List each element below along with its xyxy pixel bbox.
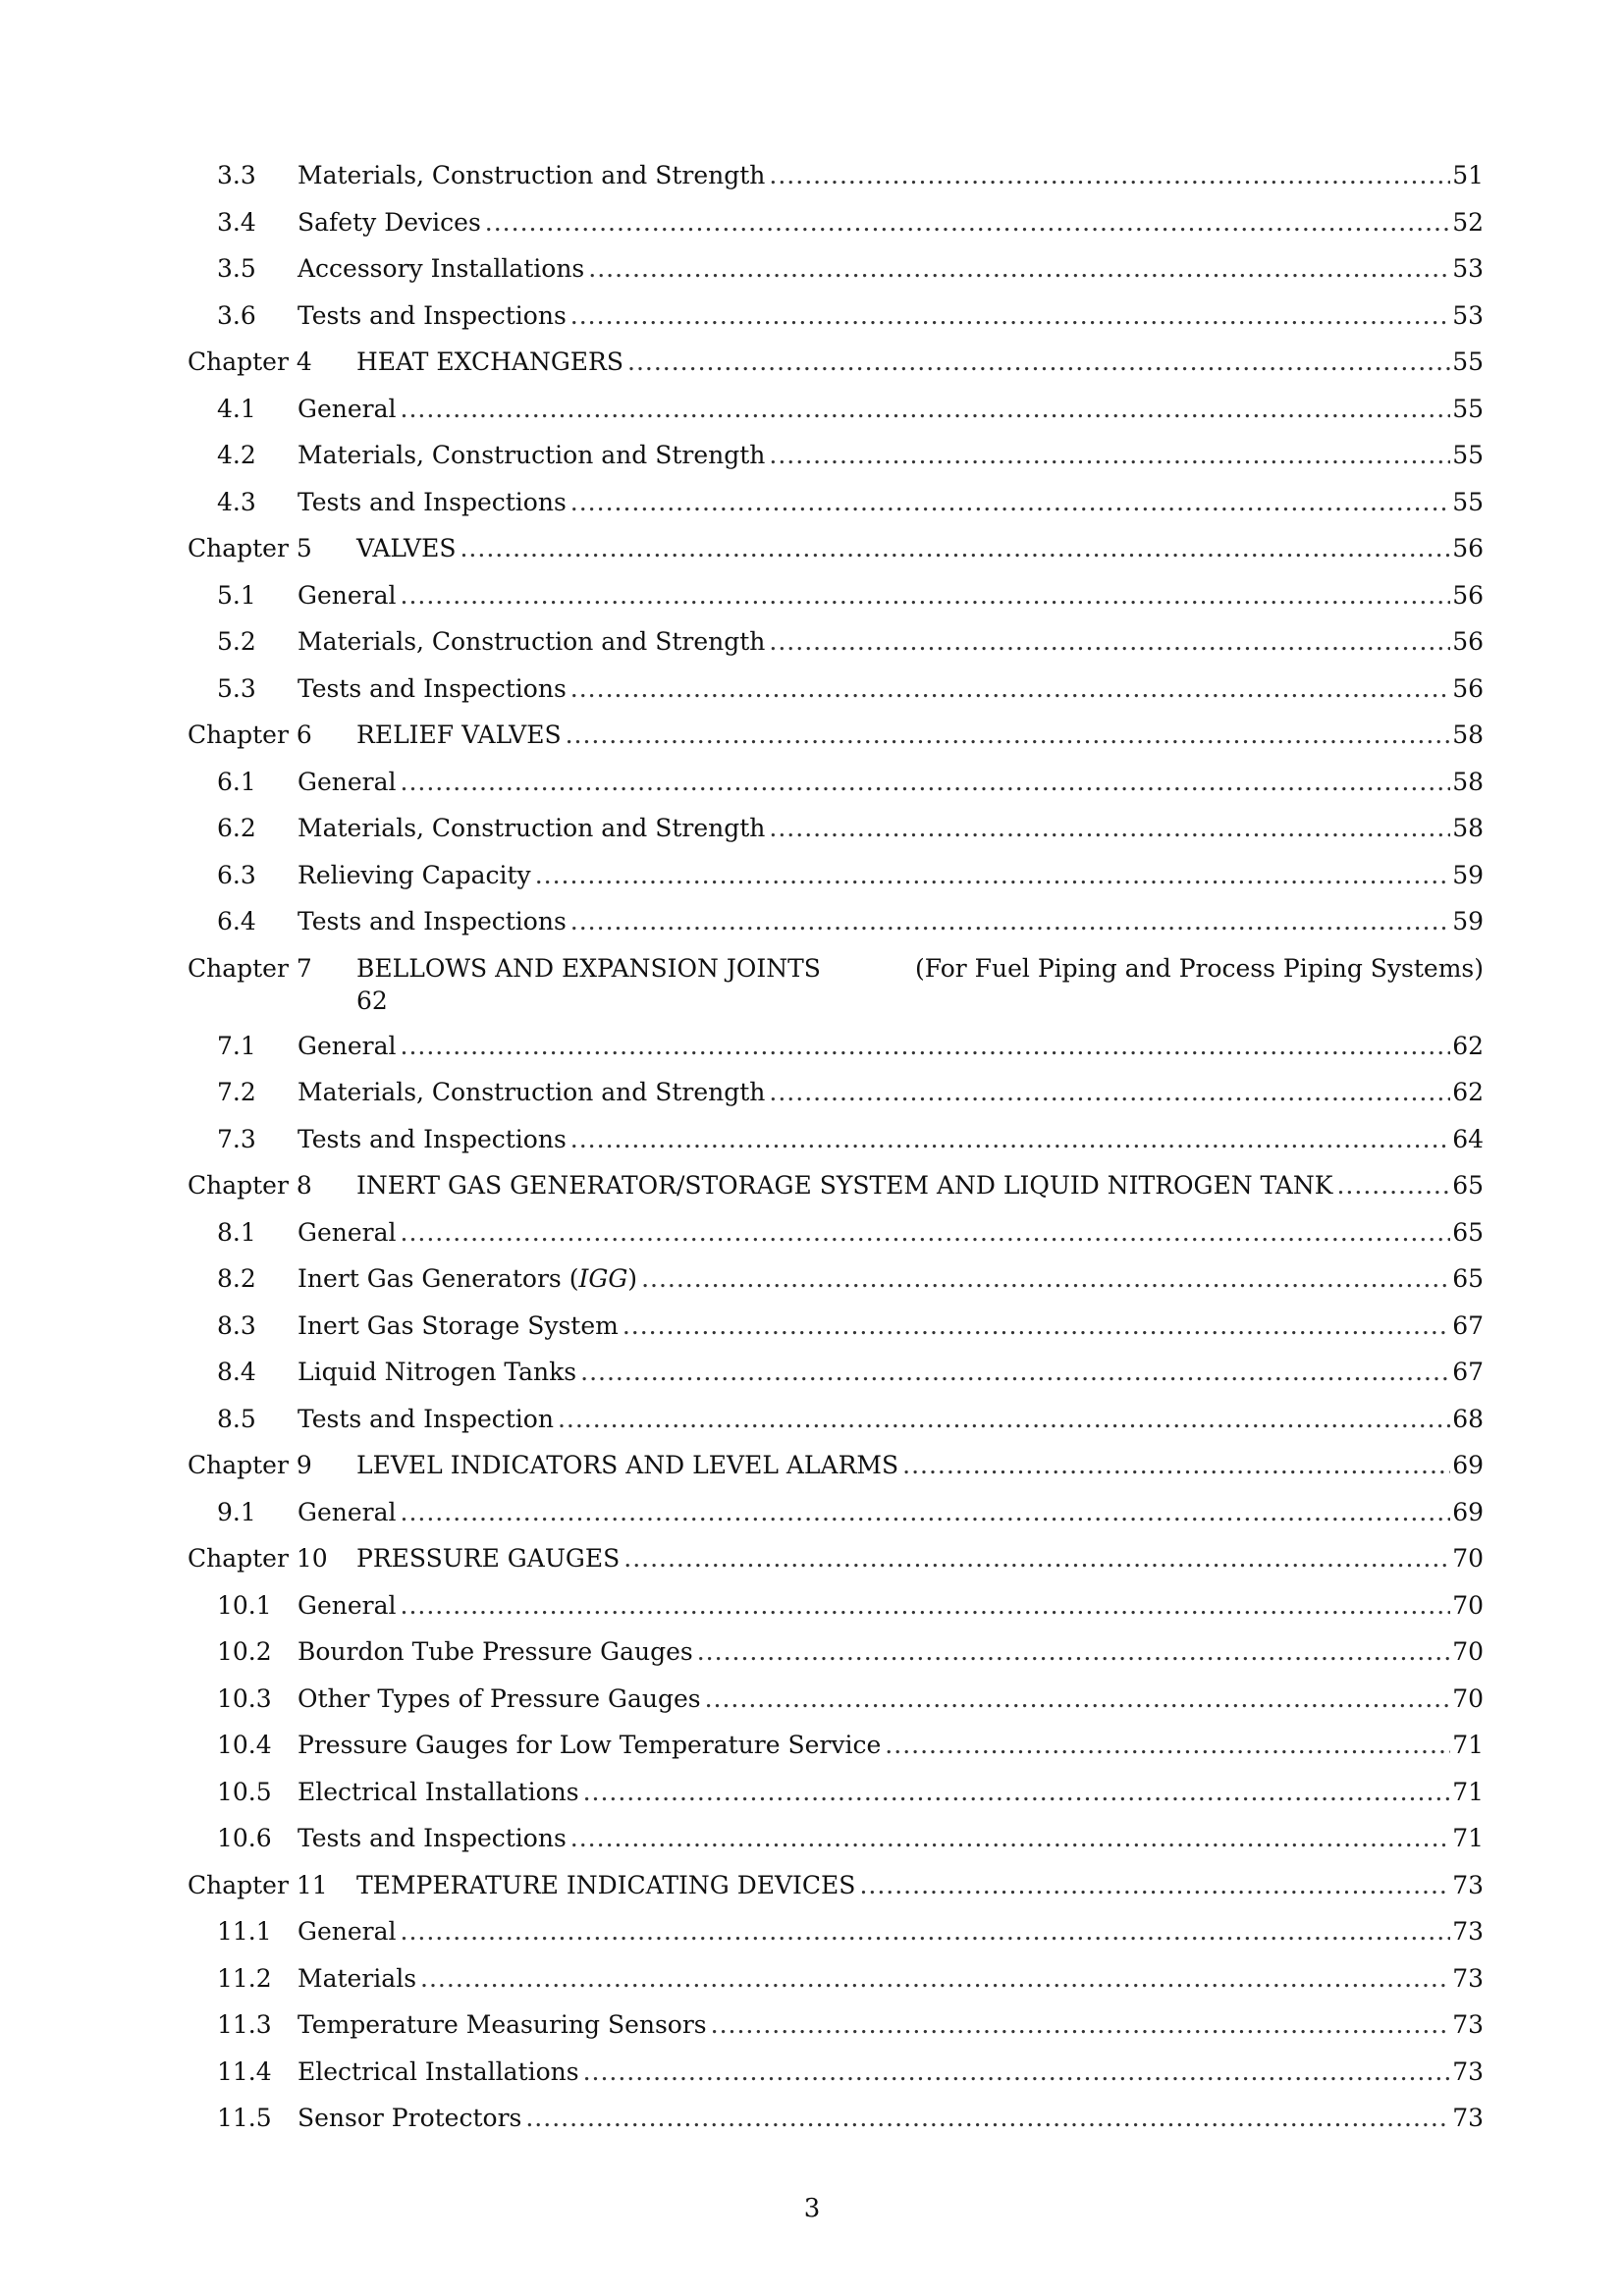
- toc-section-entry[interactable]: [188, 152, 1484, 199]
- page-ref: 70: [1452, 1590, 1484, 1620]
- entry-line: [298, 1303, 1484, 1350]
- toc-section-entry[interactable]: [188, 805, 1484, 852]
- toc-section-entry[interactable]: [188, 1629, 1484, 1676]
- section-number: 10.6: [217, 1824, 272, 1852]
- section-number: 4.1: [217, 394, 256, 423]
- page-ref: 67: [1452, 1358, 1484, 1386]
- page-ref: 56: [1452, 534, 1484, 562]
- toc-section-entry[interactable]: [188, 293, 1484, 340]
- entry-title: Electrical Installations: [298, 2056, 579, 2086]
- page-ref: 71: [1452, 1777, 1484, 1806]
- entry-line: [298, 479, 1484, 526]
- page-ref: 59: [1452, 860, 1484, 889]
- dot-leader: [401, 1023, 1451, 1070]
- dot-leader: [570, 1815, 1450, 1862]
- toc-section-entry[interactable]: [188, 1116, 1484, 1163]
- entry-title: Accessory Installations: [298, 254, 585, 283]
- entry-line: [298, 245, 1484, 293]
- section-number: 3.6: [217, 300, 256, 330]
- section-number: 3.5: [217, 254, 256, 283]
- dot-leader: [485, 199, 1450, 246]
- section-number: 8.2: [217, 1264, 256, 1293]
- toc-chapter-entry[interactable]: [188, 1442, 1484, 1489]
- entry-title: BELLOWS AND EXPANSION JOINTS: [356, 953, 821, 983]
- entry-title: Tests and Inspections: [298, 487, 567, 516]
- entry-title: General: [298, 1590, 397, 1620]
- page-ref: 55: [1452, 487, 1484, 516]
- entry-title: INERT GAS GENERATOR/STORAGE SYSTEM AND LIQUID NITROGEN TANK: [356, 1171, 1333, 1200]
- section-number: 11.2: [217, 1963, 272, 1993]
- entry-line: [298, 1023, 1484, 1070]
- toc-chapter-entry[interactable]: [188, 945, 1484, 1023]
- toc-section-entry[interactable]: [188, 1023, 1484, 1070]
- entry-title: Materials: [298, 1963, 417, 1993]
- section-number: 4.3: [217, 487, 256, 516]
- entry-title: Safety Devices: [298, 207, 481, 237]
- section-number: 8.4: [217, 1358, 256, 1386]
- dot-leader: [583, 2049, 1451, 2096]
- toc-section-entry[interactable]: [188, 898, 1484, 945]
- entry-title: Bourdon Tube Pressure Gauges: [298, 1637, 693, 1666]
- dot-leader: [401, 1582, 1451, 1629]
- entry-line: [356, 1862, 1484, 1909]
- toc-section-entry[interactable]: [188, 1722, 1484, 1769]
- toc-section-entry[interactable]: [188, 1908, 1484, 1955]
- chapter-number: Chapter 7: [188, 953, 312, 983]
- toc-section-entry[interactable]: [188, 618, 1484, 666]
- entry-title: Tests and Inspections: [298, 1824, 567, 1852]
- toc-chapter-entry[interactable]: [188, 525, 1484, 572]
- page-ref: 69: [1452, 1451, 1484, 1479]
- entry-title: PRESSURE GAUGES: [356, 1544, 621, 1573]
- toc-section-entry[interactable]: [188, 386, 1484, 433]
- entry-line: [356, 1535, 1484, 1582]
- entry-title: General: [298, 394, 397, 423]
- section-number: 5.3: [217, 673, 256, 703]
- entry-title: TEMPERATURE INDICATING DEVICES: [356, 1870, 856, 1899]
- entry-line: [356, 339, 1484, 386]
- page-ref: 56: [1452, 673, 1484, 703]
- toc-section-entry[interactable]: [188, 479, 1484, 526]
- entry-title: Electrical Installations: [298, 1777, 579, 1806]
- dot-leader: [583, 1769, 1451, 1816]
- entry-subtitle: (For Fuel Piping and Process Piping Systems): [915, 953, 1484, 983]
- toc-section-entry[interactable]: [188, 572, 1484, 619]
- dot-leader: [711, 2002, 1451, 2049]
- section-number: 6.3: [217, 860, 256, 889]
- entry-line: [298, 1255, 1484, 1303]
- page-ref: 55: [1452, 394, 1484, 423]
- section-number: 5.2: [217, 627, 256, 656]
- dot-leader: [580, 1349, 1450, 1396]
- section-number: 4.2: [217, 441, 256, 469]
- toc-section-entry[interactable]: [188, 1955, 1484, 2002]
- entry-line: [298, 199, 1484, 246]
- toc-chapter-entry[interactable]: [188, 339, 1484, 386]
- entry-line: [298, 759, 1484, 806]
- entry-title: Other Types of Pressure Gauges: [298, 1683, 701, 1713]
- entry-title: Tests and Inspections: [298, 907, 567, 935]
- entry-line: [298, 1629, 1484, 1676]
- section-number: 10.3: [217, 1683, 272, 1713]
- entry-line: [298, 898, 1484, 945]
- dot-leader: [902, 1442, 1450, 1489]
- page-ref: 58: [1452, 721, 1484, 749]
- entry-line: [298, 1396, 1484, 1443]
- entry-title: Materials, Construction and Strength: [298, 1078, 766, 1106]
- entry-line: [298, 618, 1484, 666]
- entry-title: Tests and Inspections: [298, 673, 567, 703]
- toc-section-entry[interactable]: [188, 1582, 1484, 1629]
- entry-title: General: [298, 1497, 397, 1526]
- toc-section-entry[interactable]: [188, 852, 1484, 899]
- dot-leader: [460, 525, 1450, 572]
- page-ref: 71: [1452, 1731, 1484, 1759]
- section-number: 6.1: [217, 767, 256, 796]
- section-number: 7.1: [217, 1031, 256, 1060]
- dot-leader: [885, 1722, 1450, 1769]
- dot-leader: [705, 1676, 1451, 1723]
- section-number: 8.1: [217, 1217, 256, 1247]
- dot-leader: [623, 1303, 1450, 1350]
- page-ref: 73: [1452, 1963, 1484, 1993]
- page-ref: 68: [1452, 1404, 1484, 1433]
- dot-leader: [588, 245, 1450, 293]
- dot-leader: [769, 432, 1450, 479]
- section-number: 6.2: [217, 814, 256, 842]
- entry-title: Tests and Inspections: [298, 1124, 567, 1153]
- entry-line: [356, 712, 1484, 759]
- entry-line: [298, 1955, 1484, 2002]
- entry-title: Tests and Inspection: [298, 1404, 554, 1433]
- entry-title: Tests and Inspections: [298, 300, 567, 330]
- chapter-number: Chapter 5: [188, 534, 312, 562]
- entry-line: [298, 386, 1484, 433]
- dot-leader: [401, 386, 1451, 433]
- toc-section-entry[interactable]: [188, 2002, 1484, 2049]
- page-ref: 59: [1452, 907, 1484, 935]
- toc-section-entry[interactable]: [188, 666, 1484, 713]
- chapter-number: Chapter 10: [188, 1544, 328, 1573]
- dot-leader: [769, 152, 1450, 199]
- entry-title: Relieving Capacity: [298, 860, 531, 889]
- entry-line: [298, 1349, 1484, 1396]
- entry-line: [298, 572, 1484, 619]
- toc-chapter-entry[interactable]: [188, 1862, 1484, 1909]
- entry-title: Liquid Nitrogen Tanks: [298, 1358, 577, 1386]
- toc-section-entry[interactable]: [188, 1396, 1484, 1443]
- page-ref: 71: [1452, 1824, 1484, 1852]
- page-ref: 70: [1452, 1637, 1484, 1666]
- toc-section-entry[interactable]: [188, 1349, 1484, 1396]
- toc-section-entry[interactable]: [188, 1676, 1484, 1723]
- page-ref: 53: [1452, 300, 1484, 330]
- dot-leader: [401, 1209, 1451, 1256]
- toc-section-entry[interactable]: [188, 199, 1484, 246]
- section-number: 10.2: [217, 1637, 272, 1666]
- page-ref: 73: [1452, 1870, 1484, 1899]
- entry-line: [298, 1582, 1484, 1629]
- section-number: 10.5: [217, 1777, 272, 1806]
- dot-leader: [570, 479, 1450, 526]
- entry-title: Materials, Construction and Strength: [298, 161, 766, 189]
- page-ref: 65: [1452, 1217, 1484, 1247]
- dot-leader: [859, 1862, 1450, 1909]
- toc-section-entry[interactable]: [188, 2095, 1484, 2142]
- entry-line: [298, 293, 1484, 340]
- entry-line: [298, 1676, 1484, 1723]
- entry-title-text-end: ): [627, 1264, 638, 1293]
- entry-title: Inert Gas Storage System: [298, 1310, 619, 1340]
- entry-line: [298, 152, 1484, 199]
- dot-leader: [401, 572, 1451, 619]
- page-ref: 65: [1452, 1264, 1484, 1293]
- entry-line: [298, 1908, 1484, 1955]
- page-ref: 73: [1452, 2010, 1484, 2039]
- entry-title: General: [298, 767, 397, 796]
- dot-leader: [401, 1489, 1451, 1536]
- entry-title: LEVEL INDICATORS AND LEVEL ALARMS: [356, 1451, 899, 1479]
- section-number: 8.5: [217, 1404, 256, 1433]
- dot-leader: [570, 666, 1450, 713]
- dot-leader: [623, 1535, 1450, 1582]
- section-number: 3.4: [217, 207, 256, 237]
- dot-leader: [420, 1955, 1450, 2002]
- toc-section-entry[interactable]: [188, 1815, 1484, 1862]
- chapter-number: Chapter 8: [188, 1171, 312, 1200]
- entry-title: General: [298, 1917, 397, 1946]
- dot-leader: [769, 618, 1450, 666]
- entry-line: [298, 2002, 1484, 2049]
- section-number: 7.3: [217, 1124, 256, 1153]
- entry-title-text: Inert Gas Generators (: [298, 1264, 579, 1293]
- section-number: 5.1: [217, 580, 256, 610]
- page-ref: 65: [1452, 1171, 1484, 1200]
- dot-leader: [570, 898, 1450, 945]
- page-ref: 52: [1452, 207, 1484, 237]
- chapter-number: Chapter 11: [188, 1870, 328, 1899]
- toc-section-entry[interactable]: [188, 1303, 1484, 1350]
- page-ref: 73: [1452, 1917, 1484, 1946]
- section-number: 10.4: [217, 1731, 272, 1759]
- dot-leader: [570, 1116, 1450, 1163]
- dot-leader: [697, 1629, 1450, 1676]
- section-number: 11.5: [217, 2104, 272, 2132]
- entry-line: [298, 1116, 1484, 1163]
- entry-title: RELIEF VALVES: [356, 721, 562, 749]
- dot-leader: [525, 2095, 1450, 2142]
- page-ref: 73: [1452, 2104, 1484, 2132]
- table-of-contents: [188, 152, 1484, 2142]
- chapter-number: Chapter 4: [188, 347, 312, 376]
- dot-leader: [641, 1255, 1450, 1303]
- entry-line: [298, 432, 1484, 479]
- section-number: 10.1: [217, 1590, 272, 1620]
- toc-section-entry[interactable]: [188, 1769, 1484, 1816]
- entry-line: [298, 1489, 1484, 1536]
- entry-title: VALVES: [356, 534, 457, 562]
- dot-leader: [1336, 1162, 1450, 1209]
- dot-leader: [769, 1069, 1450, 1116]
- entry-line: [298, 2049, 1484, 2096]
- page-ref: 51: [1452, 161, 1484, 189]
- entry-title: General: [298, 1217, 397, 1247]
- entry-title: [298, 1255, 637, 1303]
- page-ref: 70: [1452, 1544, 1484, 1573]
- dot-leader: [558, 1396, 1450, 1443]
- section-number: 9.1: [217, 1497, 256, 1526]
- page-ref: 70: [1452, 1683, 1484, 1713]
- entry-title: HEAT EXCHANGERS: [356, 347, 623, 376]
- section-number: 11.4: [217, 2056, 272, 2086]
- entry-line: [298, 1815, 1484, 1862]
- toc-section-entry[interactable]: [188, 1209, 1484, 1256]
- dot-leader: [570, 293, 1450, 340]
- page-ref: 55: [1452, 347, 1484, 376]
- entry-line: [298, 852, 1484, 899]
- section-number: 7.2: [217, 1078, 256, 1106]
- entry-title: General: [298, 580, 397, 610]
- page-ref: 55: [1452, 441, 1484, 469]
- entry-title: Materials, Construction and Strength: [298, 814, 766, 842]
- page-ref: 62: [1452, 1031, 1484, 1060]
- page-ref: 58: [1452, 767, 1484, 796]
- toc-section-entry[interactable]: [188, 1489, 1484, 1536]
- entry-line: [298, 2095, 1484, 2142]
- entry-title: General: [298, 1031, 397, 1060]
- entry-title: Materials, Construction and Strength: [298, 627, 766, 656]
- page-ref: 62: [356, 986, 388, 1015]
- entry-line: [356, 1162, 1484, 1209]
- entry-line: [298, 1769, 1484, 1816]
- toc-section-entry[interactable]: [188, 1069, 1484, 1116]
- section-number: 3.3: [217, 161, 256, 189]
- dot-leader: [769, 805, 1450, 852]
- page-ref: 64: [1452, 1124, 1484, 1153]
- page-ref: 56: [1452, 580, 1484, 610]
- entry-line: [356, 525, 1484, 572]
- page-ref: 73: [1452, 2056, 1484, 2086]
- entry-title: Pressure Gauges for Low Temperature Service: [298, 1731, 882, 1759]
- section-number: 8.3: [217, 1310, 256, 1340]
- dot-leader: [535, 852, 1451, 899]
- page-ref: 67: [1452, 1310, 1484, 1340]
- entry-line: [356, 1442, 1484, 1489]
- entry-title: Sensor Protectors: [298, 2104, 522, 2132]
- page-ref: 58: [1452, 814, 1484, 842]
- entry-line: [298, 1069, 1484, 1116]
- toc-section-entry[interactable]: [188, 759, 1484, 806]
- page-number: 3: [803, 2194, 821, 2223]
- toc-section-entry[interactable]: [188, 432, 1484, 479]
- chapter-number: Chapter 9: [188, 1451, 312, 1479]
- toc-section-entry[interactable]: [188, 245, 1484, 293]
- section-number: 11.3: [217, 2010, 272, 2039]
- page-ref: 62: [1452, 1078, 1484, 1106]
- chapter-title-line: [356, 945, 1484, 992]
- toc-section-entry[interactable]: [188, 1255, 1484, 1303]
- dot-leader: [627, 339, 1450, 386]
- toc-chapter-entry[interactable]: [188, 1535, 1484, 1582]
- section-number: 6.4: [217, 907, 256, 935]
- entry-line: [298, 1722, 1484, 1769]
- section-number: 11.1: [217, 1917, 272, 1946]
- entry-line: [298, 1209, 1484, 1256]
- entry-title: Materials, Construction and Strength: [298, 441, 766, 469]
- toc-chapter-entry[interactable]: [188, 1162, 1484, 1209]
- entry-line: [298, 666, 1484, 713]
- dot-leader: [566, 712, 1451, 759]
- page-ref: 69: [1452, 1497, 1484, 1526]
- toc-chapter-entry[interactable]: [188, 712, 1484, 759]
- dot-leader: [401, 759, 1451, 806]
- entry-title: Temperature Measuring Sensors: [298, 2010, 707, 2039]
- dot-leader: [401, 1908, 1451, 1955]
- page-ref: 53: [1452, 254, 1484, 283]
- chapter-number: Chapter 6: [188, 721, 312, 749]
- entry-title-abbrev: IGG: [578, 1264, 628, 1293]
- entry-line: [298, 805, 1484, 852]
- page-ref: 56: [1452, 627, 1484, 656]
- toc-section-entry[interactable]: [188, 2049, 1484, 2096]
